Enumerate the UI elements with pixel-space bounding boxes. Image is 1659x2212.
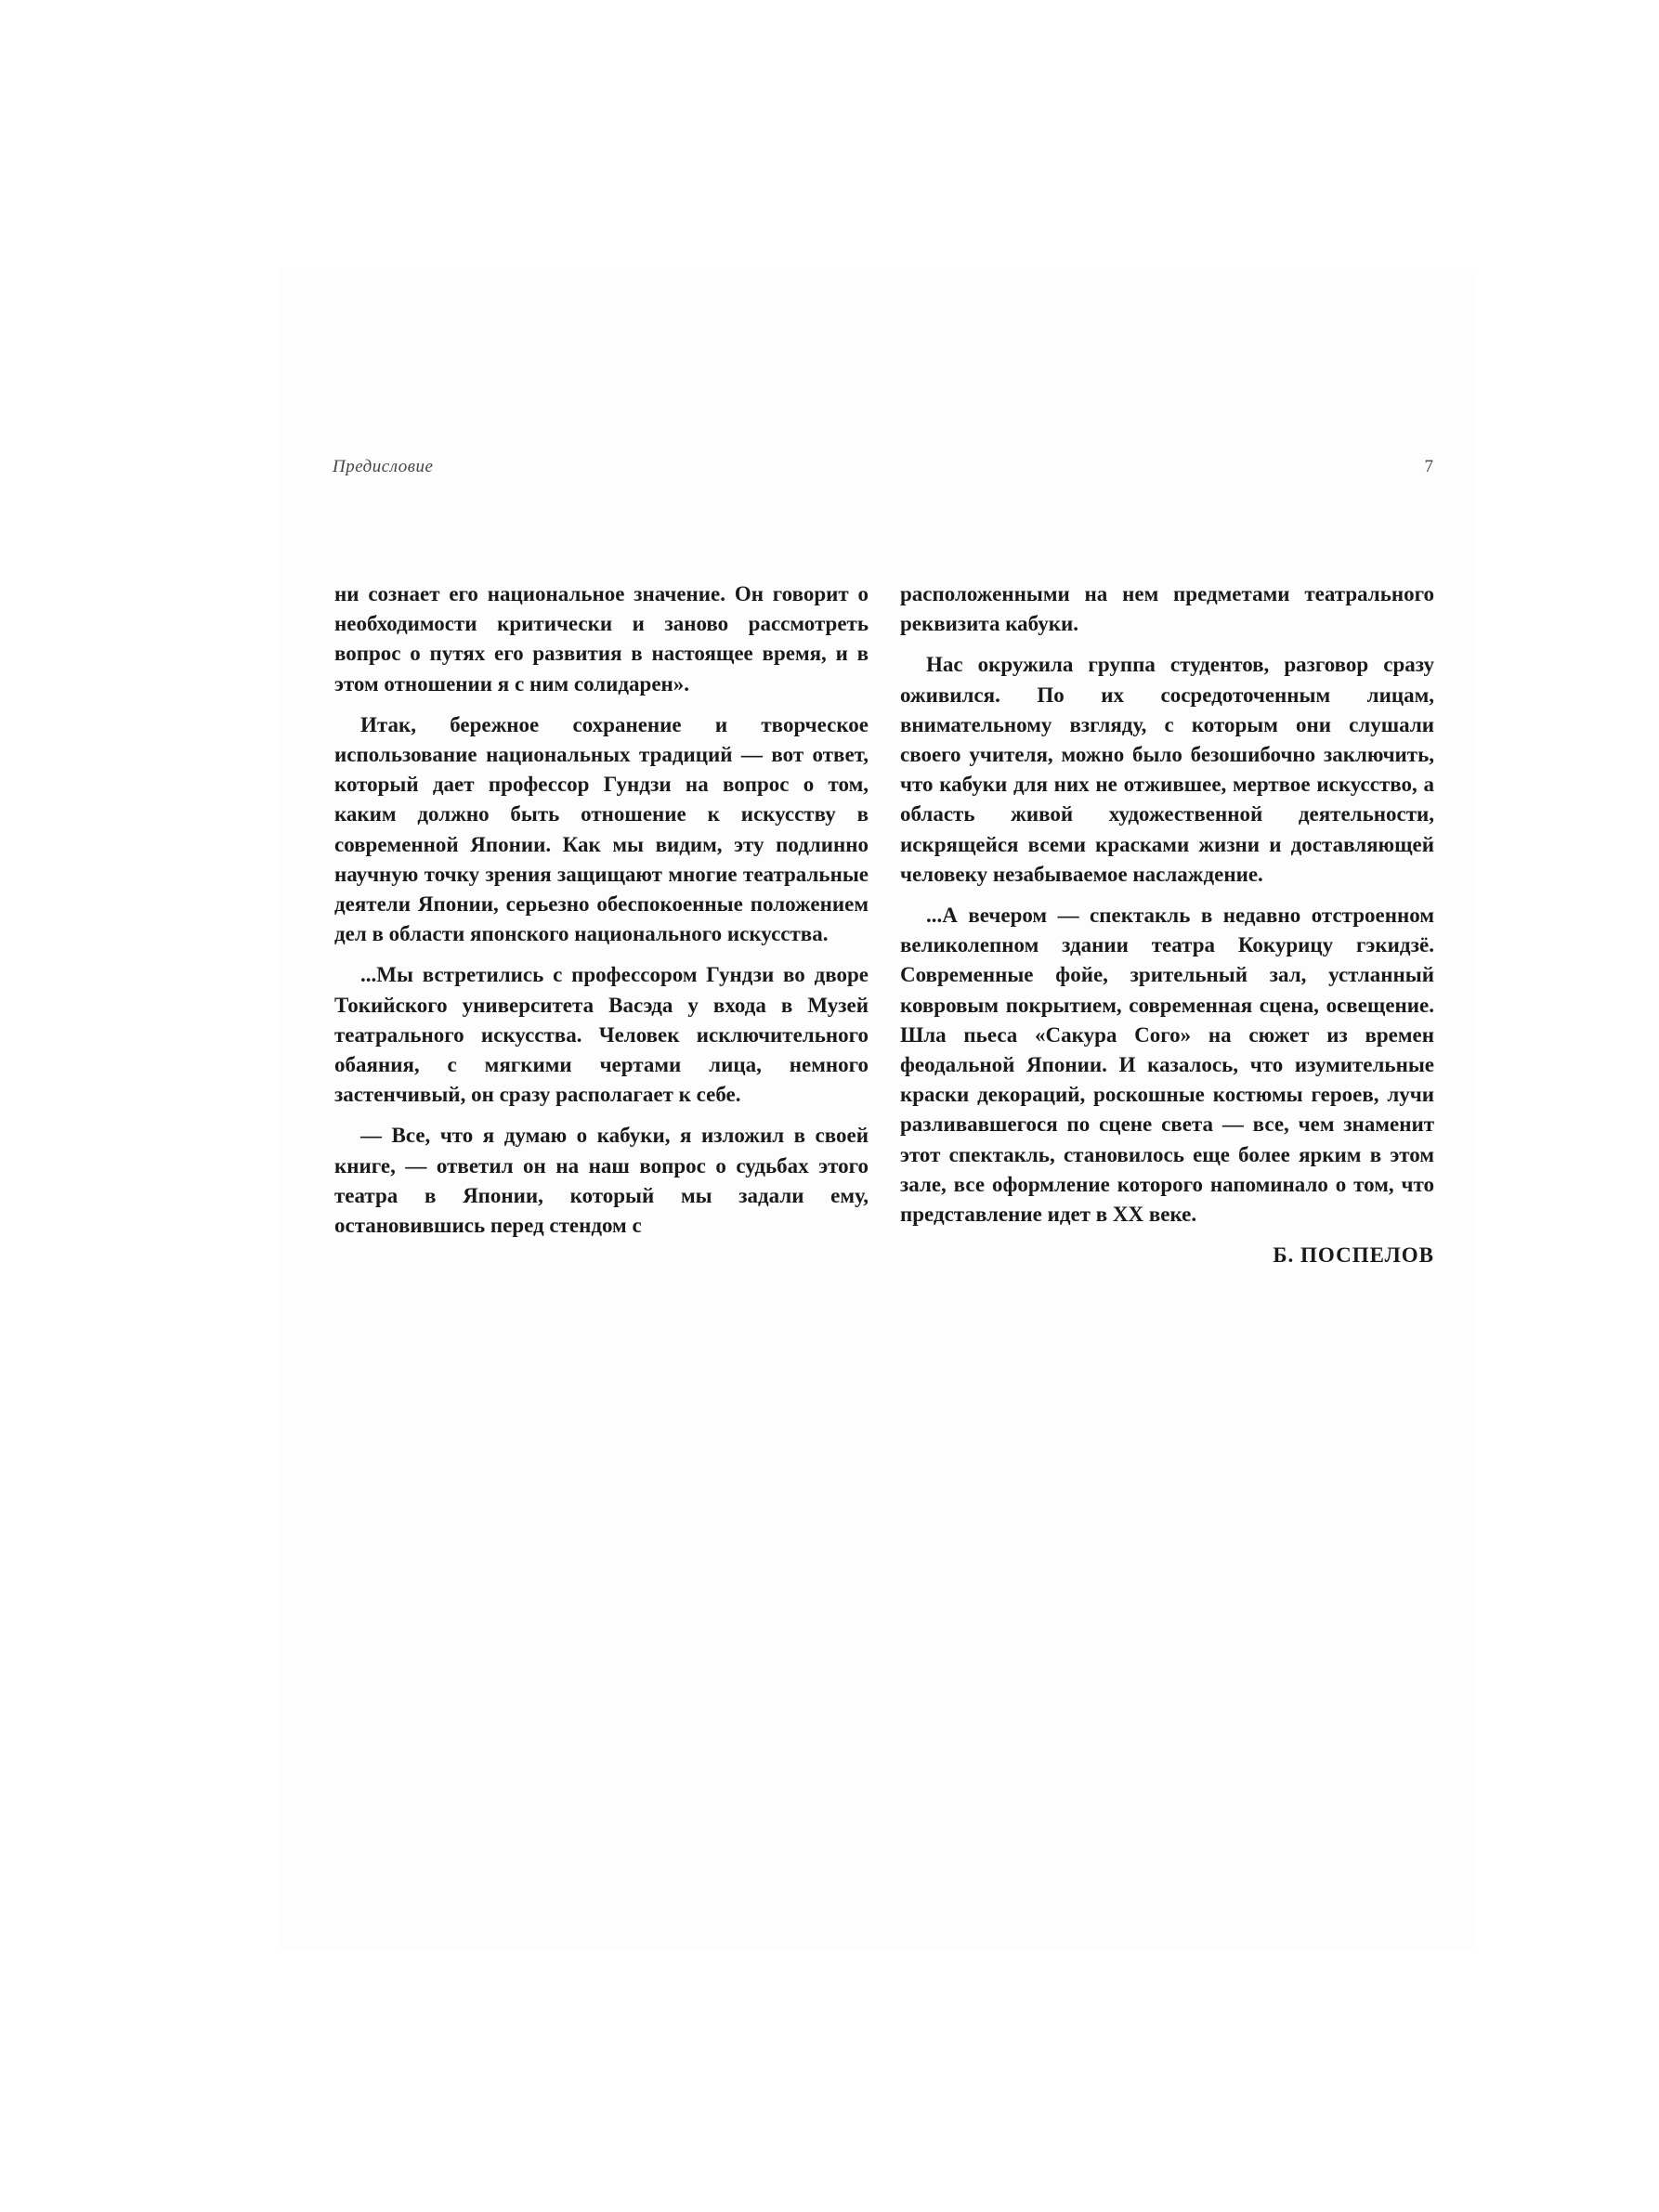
paragraph: Итак, бережное сохранение и творческое использование национальных традиций — вот ответ, который дает профессор Гундзи на вопрос о том, каким должно быть отношение к искусству в современной Японии. Как мы видим, эту подлинно научную точку зрения защищают многие театральные деятели Японии, серьезно обеспокоенные положением дел в области японского национального искусства. (334, 712, 869, 946)
author-signature: Б. ПОСПЕЛОВ (1273, 1243, 1434, 1268)
paragraph: ни сознает его национальное значение. Он говорит о необходимости критически и заново рассмотреть вопрос о путях его развития в настоящее время, и в этом отношении я с ним солидарен». (334, 582, 869, 696)
page-number: 7 (1424, 457, 1433, 476)
paragraph: расположенными на нем предметами театрального реквизита кабуки. (900, 582, 1434, 636)
paragraph: Нас окружила группа студентов, разговор сразу оживился. По их сосредоточенным лицам, внимательному взгляду, с которым они слушали своего учителя, можно было безошибочно заключить, что кабуки для них не отжившее, мертвое искусство, а область живой художественной деятельности, искрящейся всеми красками жизни и доставляющей человеку незабываемое наслаждение. (900, 653, 1434, 886)
paragraph: ...А вечером — спектакль в недавно отстроенном великолепном здании театра Кокурицу гэкидзё. Современные фойе, зрительный зал, устланный ковровым покрытием, современная сцена, освещение. Шла пьеса «Сакура Сого» на сюжет из времен феодальной Японии. И казалось, что изумительные краски декораций, роскошные костюмы героев, лучи разливавшегося по сцене света — все, чем знаменит этот спектакль, становилось еще более ярким в этом зале, все оформление которого напоминало о том, что представление идет в XX веке. (900, 904, 1434, 1227)
running-head (333, 457, 1433, 485)
paragraph: — Все, что я думаю о кабуки, я изложил в своей книге, — ответил он на наш вопрос о судьбах этого театра в Японии, который мы задали ему, остановившись перед стендом с (334, 1124, 869, 1238)
paragraph: ...Мы встретились с профессором Гундзи во дворе Токийского университета Васэда у входа в Музей театрального искусства. Человек исключительного обаяния, с мягкими чертами лица, немного застенчивый, он сразу располагает к себе. (334, 963, 869, 1107)
running-title: Предисловие (333, 457, 434, 476)
right-column (900, 579, 1434, 1282)
left-column (334, 579, 869, 1252)
